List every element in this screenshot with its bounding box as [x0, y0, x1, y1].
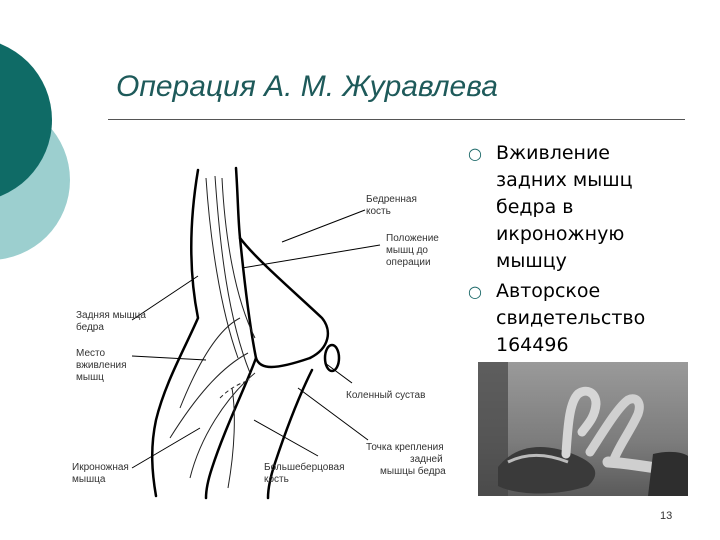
patient-photo — [478, 362, 688, 496]
kneecap — [325, 345, 339, 371]
circle-outline-icon: ○ — [468, 282, 482, 301]
bullet-list — [468, 140, 688, 362]
label-muscle-position: Положение мышц до операции — [386, 233, 439, 268]
label-knee-joint: Коленный сустав — [346, 390, 426, 401]
title-divider — [108, 119, 685, 120]
page-number: 13 — [660, 510, 673, 522]
label-calf-muscle: Икроножная мышца — [72, 462, 129, 485]
label-hamstring: Задняя мышца бедра — [76, 310, 146, 333]
label-implant-site: Место вживления мышц — [76, 348, 127, 383]
label-tibia: Большеберцовая кость — [264, 462, 345, 485]
bullet-text: Вживление задних мышц бедра в икроножную мышцу — [496, 142, 633, 272]
leader-lines — [132, 210, 380, 468]
leg-outline — [152, 168, 328, 498]
surgery-diagram — [60, 158, 470, 500]
diagram-labels — [72, 194, 446, 485]
bullet-text: Авторское свидетельство 164496 — [496, 280, 646, 356]
circle-outline-icon: ○ — [468, 144, 482, 163]
bullet-item — [468, 140, 688, 275]
label-femur: Бедренная кость — [366, 194, 417, 217]
slide-title: Операция А. М. Журавлева — [116, 70, 498, 103]
label-attachment-point: Точка крепления задней мышцы бедра — [366, 442, 446, 477]
muscle-lines — [170, 176, 255, 488]
bullet-item — [468, 278, 688, 359]
